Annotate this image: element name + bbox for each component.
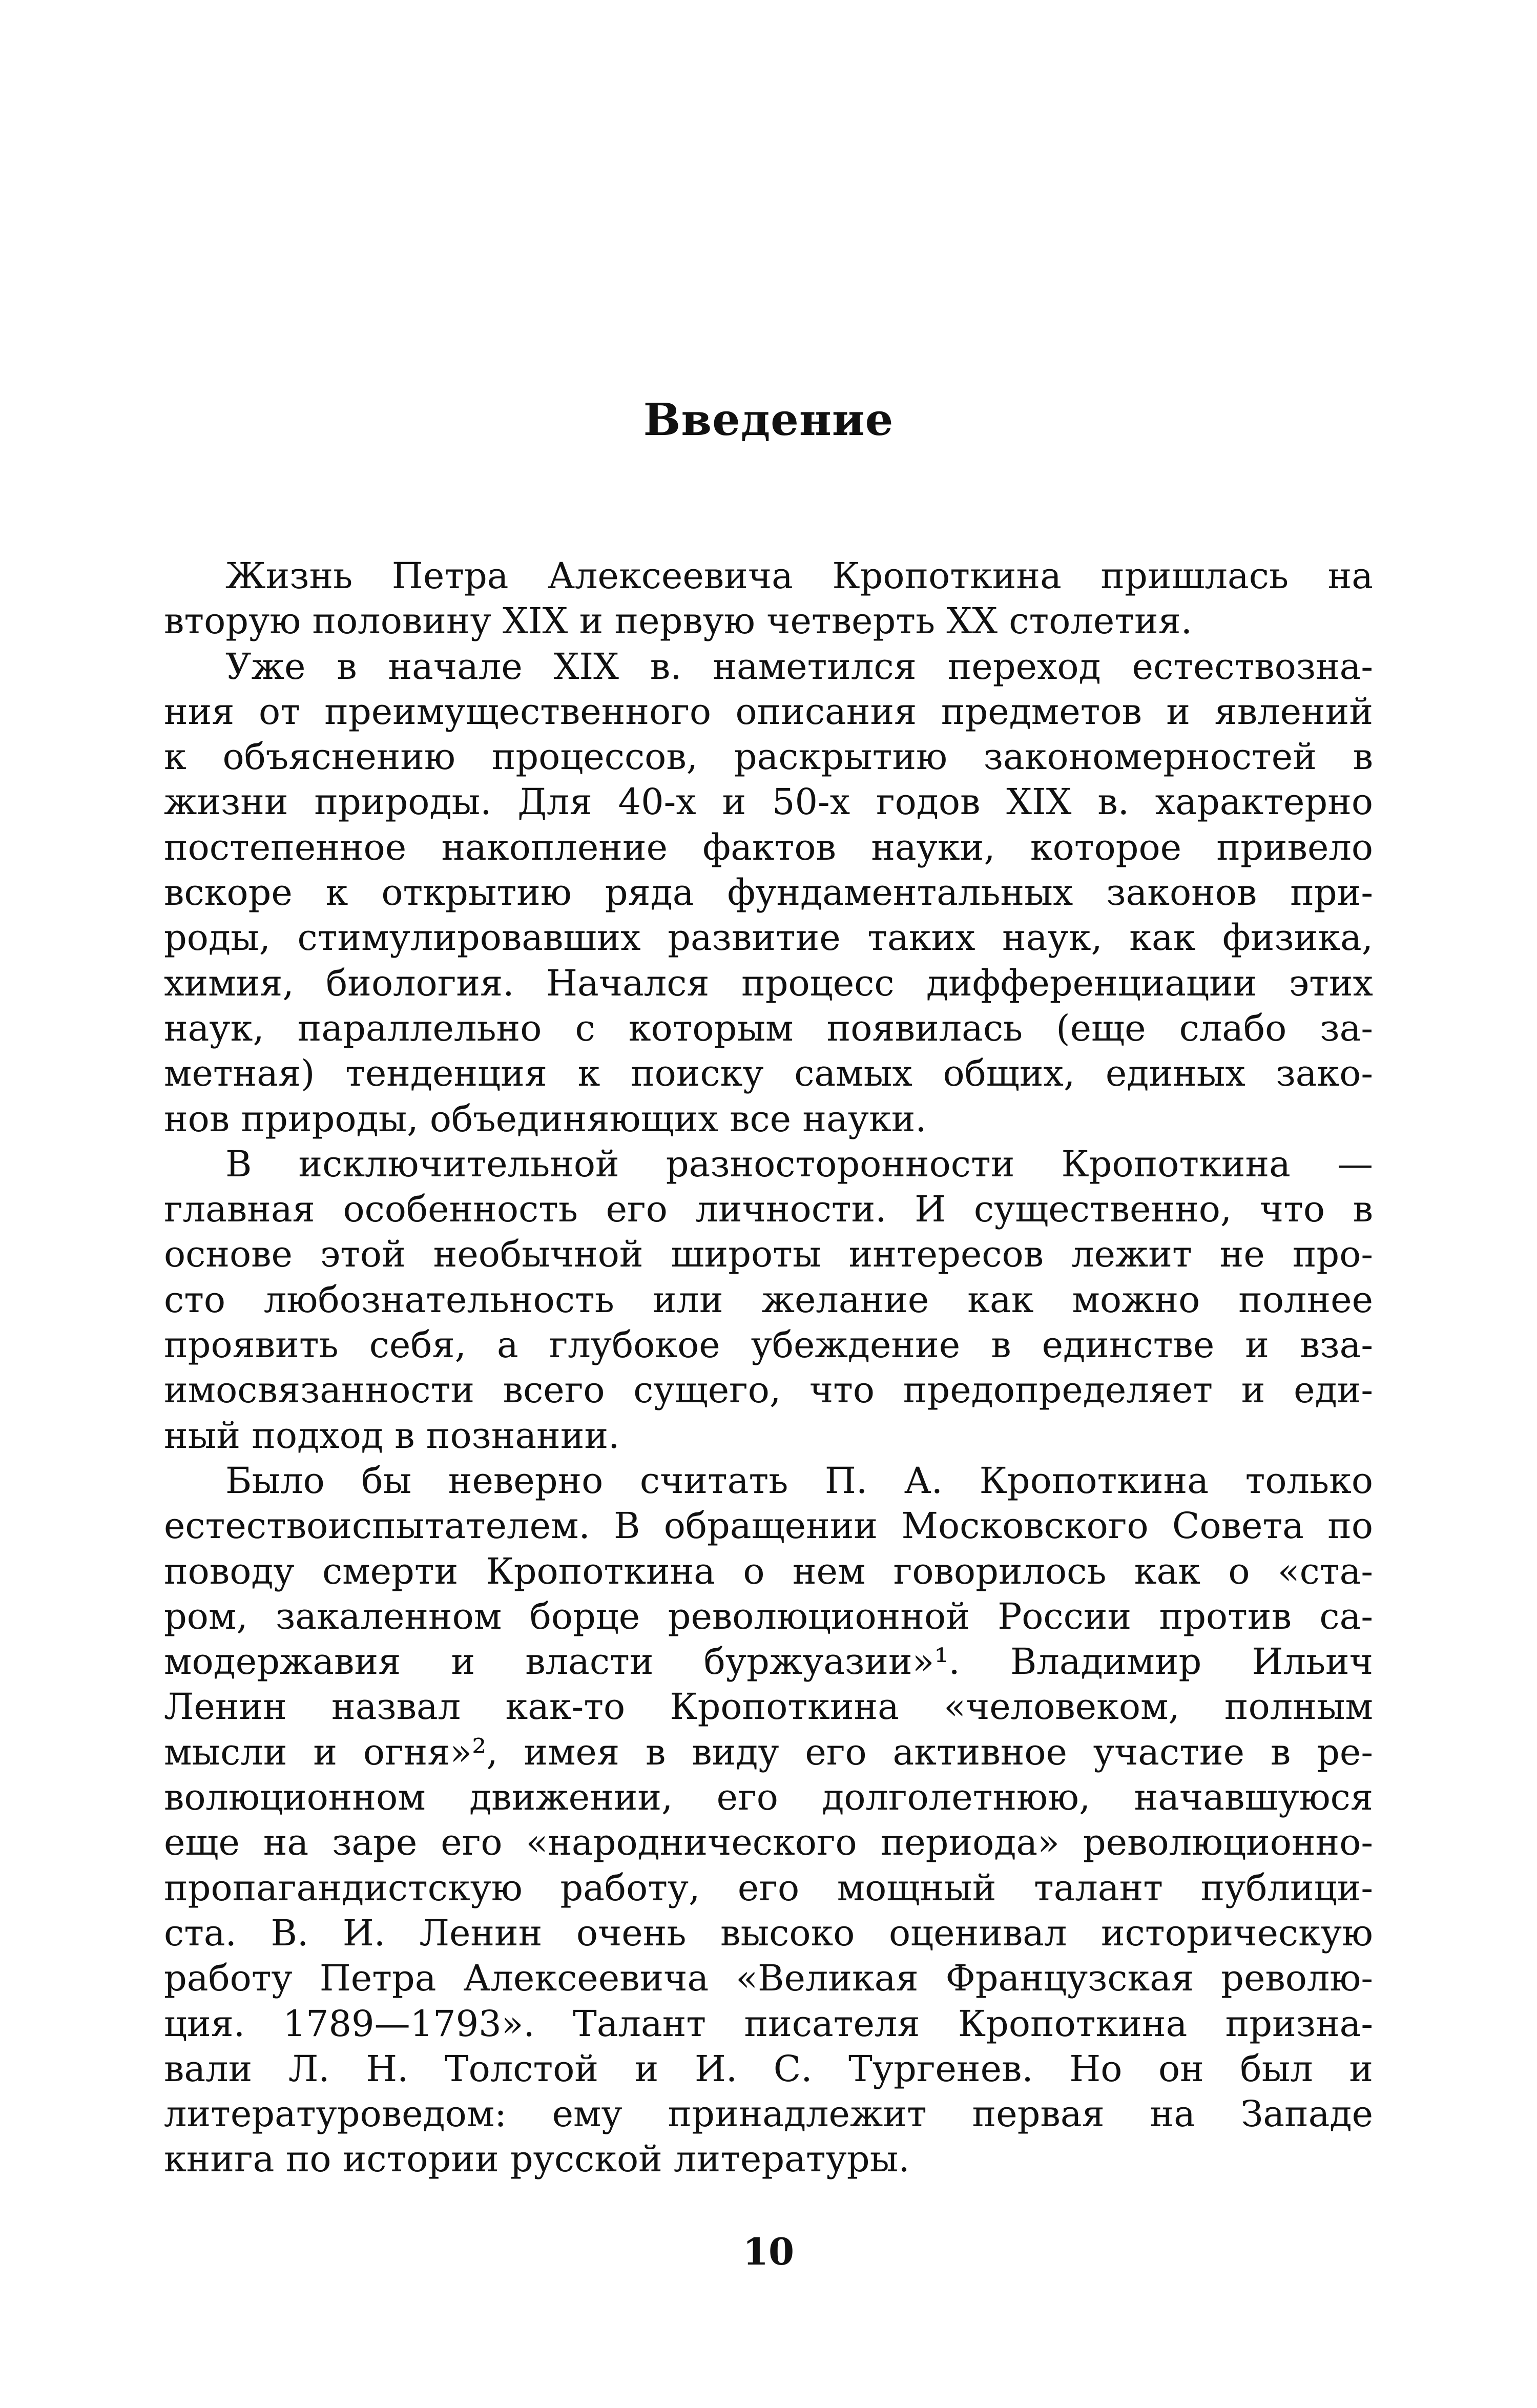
text-line: литературоведом: ему принадлежит первая на Западе xyxy=(164,2093,1373,2135)
text-line: Было бы неверно считать П. А. Кропоткина только xyxy=(225,1459,1373,1502)
text-line: мысли и огня»², имея в виду его активное участие в ре- xyxy=(164,1731,1373,1773)
text-line: поводу смерти Кропоткина о нем говорилось как о «ста- xyxy=(164,1550,1373,1592)
text-line: вторую половину XIX и первую четверть XX столетия. xyxy=(164,600,1193,642)
text-line: химия, биология. Начался процесс дифференциации этих xyxy=(164,962,1373,1004)
text-line: наук, параллельно с которым появилась (еще слабо за- xyxy=(164,1007,1373,1049)
text-line: имосвязанности всего сущего, что предопределяет и еди- xyxy=(164,1369,1373,1411)
text-line: вскоре к открытию ряда фундаментальных законов при- xyxy=(164,871,1373,914)
text-line: роды, стимулировавших развитие таких наук, как физика, xyxy=(164,917,1373,959)
text-line: модержавия и власти буржуазии»¹. Владимир Ильич xyxy=(164,1641,1373,1683)
text-line: постепенное накопление фактов науки, которое привело xyxy=(164,826,1373,868)
text-line: вали Л. Н. Толстой и И. С. Тургенев. Но он был и xyxy=(164,2047,1373,2090)
text-line: проявить себя, а глубокое убеждение в единстве и вза- xyxy=(164,1324,1373,1366)
text-line: пропагандистскую работу, его мощный талант публици- xyxy=(164,1866,1373,1909)
text-line: ный подход в познании. xyxy=(164,1414,620,1457)
text-line: главная особенность его личности. И существенно, что в xyxy=(164,1188,1373,1231)
paragraph xyxy=(164,1458,1373,2182)
text-line: жизни природы. Для 40-х и 50-х годов XIX в. характерно xyxy=(164,781,1373,823)
text-line: метная) тенденция к поиску самых общих, единых зако- xyxy=(164,1052,1373,1095)
text-line: еще на заре его «народнического периода» революционно- xyxy=(164,1821,1373,1864)
text-line: работу Петра Алексеевича «Великая Французская револю- xyxy=(164,1957,1373,2000)
text-line: Жизнь Петра Алексеевича Кропоткина пришлась на xyxy=(225,555,1373,597)
text-line: ста. В. И. Ленин очень высоко оценивал историческую xyxy=(164,1912,1373,1954)
text-line: В исключительной разносторонности Кропоткина — xyxy=(225,1143,1373,1185)
text-line: книга по истории русской литературы. xyxy=(164,2138,910,2181)
text-line: Ленин назвал как-то Кропоткина «человеком, полным xyxy=(164,1686,1373,1728)
text-line: нов природы, объединяющих все науки. xyxy=(164,1097,927,1140)
page-number: 10 xyxy=(742,2230,795,2273)
paragraph xyxy=(164,1141,1373,1458)
text-line: ром, закаленном борце революционной России против са- xyxy=(164,1595,1373,1637)
text-line: естествоиспытателем. В обращении Московского Совета по xyxy=(164,1505,1373,1547)
text-line: ния от преимущественного описания предметов и явлений xyxy=(164,690,1373,733)
text-line: волюционном движении, его долголетнюю, начавшуюся xyxy=(164,1776,1373,1819)
body-text xyxy=(164,553,1373,2182)
paragraph xyxy=(164,644,1373,1141)
text-line: ция. 1789—1793». Талант писателя Кропоткина призна- xyxy=(164,2002,1373,2045)
text-line: основе этой необычной широты интересов лежит не про- xyxy=(164,1233,1373,1276)
text-line: сто любознательность или желание как можно полнее xyxy=(164,1278,1373,1321)
text-line: к объяснению процессов, раскрытию закономерностей в xyxy=(164,736,1373,778)
paragraph xyxy=(164,553,1373,644)
text-line: Уже в начале XIX в. наметился переход естествозна- xyxy=(225,645,1373,688)
page-title: Введение xyxy=(643,394,894,446)
